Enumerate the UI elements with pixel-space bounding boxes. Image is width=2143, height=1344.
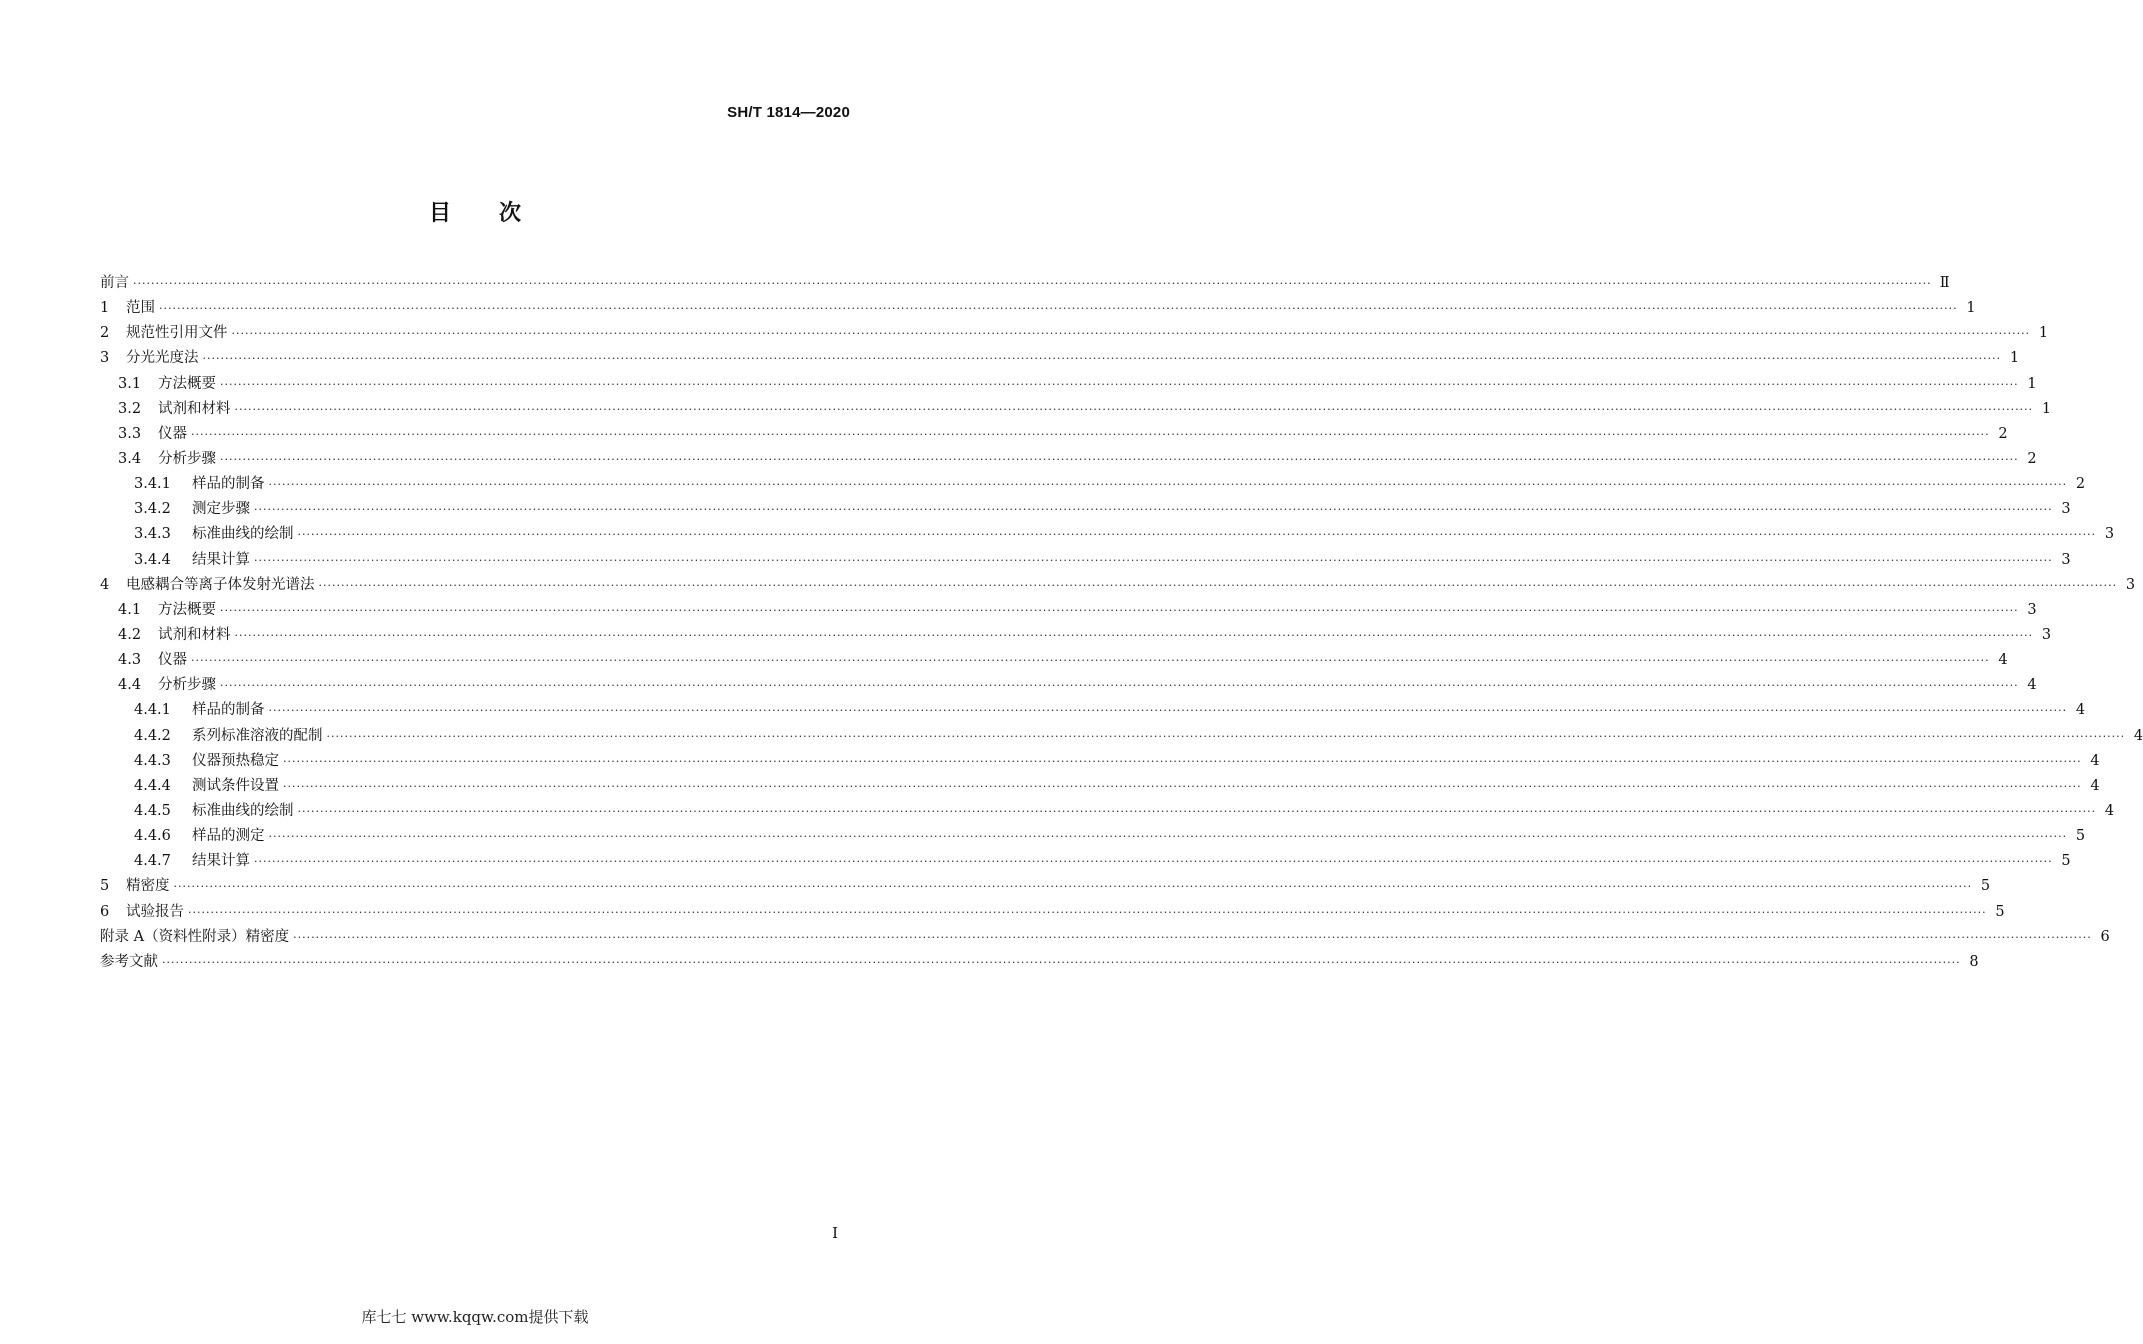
toc-dot-leader: ················································································································································································································································································································································································································ (220, 452, 2019, 466)
toc-dot-leader: ················································································································································································································································································································································································································ (220, 603, 2019, 617)
toc-entry-page: 4 (2027, 677, 2037, 694)
toc-entry-title: 试剂和材料 (158, 626, 231, 643)
toc-entry[interactable] (100, 472, 2086, 497)
toc-entry-number: 4.4.4 (134, 777, 171, 794)
toc-entry-title: 结果计算 (192, 551, 250, 568)
toc-entry-page: 2 (1998, 425, 2008, 442)
toc-entry-page: 1 (2038, 325, 2049, 342)
toc-entry-title: 测试条件设置 (192, 777, 279, 794)
toc-entry[interactable] (100, 799, 2115, 824)
toc-entry-number: 1 (100, 300, 110, 317)
toc-entry-title: 样品的制备 (192, 476, 265, 493)
toc-entry-number: 4 (100, 576, 110, 593)
toc-entry[interactable] (100, 321, 2049, 346)
toc-entry-page: 4 (2075, 702, 2086, 719)
toc-entry-title: 样品的测定 (192, 828, 265, 845)
toc-dot-leader: ················································································································································································································································································································································································································ (268, 478, 2068, 492)
toc-entry[interactable] (100, 874, 1991, 899)
toc-entry[interactable] (100, 548, 2071, 573)
toc-dot-leader: ················································································································································································································································································································································································································ (293, 930, 2092, 944)
toc-dot-leader: ················································································································································································································································································································································································································ (191, 427, 1990, 441)
page-number: Ⅰ (832, 1224, 838, 1242)
toc-entry-page: 3 (2061, 501, 2071, 518)
toc-entry-title: 分析步骤 (158, 450, 216, 467)
toc-entry-number: 4.4.3 (134, 752, 171, 769)
toc-entry-page: 5 (1995, 903, 2005, 920)
toc-entry-title: 分光光度法 (126, 350, 199, 367)
toc-entry[interactable] (100, 397, 2052, 422)
toc-entry-title: 精密度 (126, 878, 170, 895)
toc-entry-number: 3.4.4 (134, 551, 171, 568)
toc-entry-number: 4.1 (118, 601, 142, 618)
toc-entry-title: 规范性引用文件 (126, 325, 228, 342)
toc-entry-number: 3.4 (118, 450, 142, 467)
toc-entry-number: 4.4.1 (134, 702, 171, 719)
toc-entry-title: 仪器预热稳定 (192, 752, 279, 769)
toc-entry-title: 前言 (100, 275, 129, 291)
toc-dot-leader: ················································································································································································································································································································································································································ (188, 905, 1987, 919)
toc-entry-title: 测定步骤 (192, 501, 250, 518)
toc-entry-page: 1 (1966, 300, 1976, 317)
toc-dot-leader: ················································································································································································································································································································································································································ (283, 754, 2082, 768)
toc-entry-title: 结果计算 (192, 853, 250, 870)
toc-dot-leader: ················································································································································································································································································································································································································ (231, 327, 2031, 341)
toc-entry-number: 6 (100, 903, 110, 920)
toc-dot-leader: ················································································································································································································································································································································································································ (268, 830, 2068, 844)
toc-entry-page: 5 (1980, 878, 1991, 895)
toc-entry[interactable] (100, 749, 2100, 774)
toc-entry-title: 附录 A（资料性附录）精密度 (100, 928, 290, 945)
toc-entry[interactable] (100, 296, 1976, 321)
toc-entry-page: 3 (2061, 551, 2071, 568)
toc-entry-page: 4 (2133, 727, 2143, 744)
toc-entry-number: 4.3 (118, 652, 142, 669)
toc-entry[interactable] (100, 271, 1950, 296)
toc-entry-number: 3.1 (118, 375, 142, 392)
toc-entry-page: 3 (2027, 601, 2037, 618)
toc-entry[interactable] (100, 522, 2115, 547)
toc-entry-page: 4 (2090, 752, 2100, 769)
toc-dot-leader: ················································································································································································································································································································································································································ (283, 779, 2082, 793)
toc-entry[interactable] (100, 849, 2071, 874)
toc-entry-title: 参考文献 (100, 953, 158, 970)
toc-dot-leader: ················································································································································································································································································································································································································ (202, 352, 2002, 366)
toc-entry-title: 分析步骤 (158, 677, 216, 694)
toc-entry-title: 系列标准溶液的配制 (192, 727, 323, 744)
toc-entry-number: 4.2 (118, 626, 142, 643)
toc-entry-number: 3.4.2 (134, 501, 171, 518)
toc-entry-title: 试剂和材料 (158, 400, 231, 417)
toc-entry-title: 方法概要 (158, 375, 216, 392)
toc-entry[interactable] (100, 497, 2071, 522)
toc-entry-number: 4.4.7 (134, 853, 171, 870)
toc-entry-number: 4.4 (118, 677, 142, 694)
toc-dot-leader: ················································································································································································································································································································································································································ (133, 277, 1932, 290)
toc-entry[interactable] (100, 598, 2037, 623)
toc-entry[interactable] (100, 724, 2143, 749)
toc-entry-page: 5 (2061, 853, 2071, 870)
toc-entry-number: 3.2 (118, 400, 142, 417)
toc-entry-number: 2 (100, 325, 110, 342)
toc-entry-title: 样品的制备 (192, 702, 265, 719)
toc-dot-leader: ················································································································································································································································································································································································································ (254, 553, 2053, 567)
toc-entry[interactable] (100, 422, 2008, 447)
toc-entry-number: 3.4.1 (134, 476, 171, 493)
toc-entry-number: 4.4.2 (134, 727, 171, 744)
toc-entry[interactable] (100, 623, 2052, 648)
toc-entry[interactable] (100, 900, 2005, 925)
toc-entry-title: 范围 (126, 300, 155, 317)
toc-dot-leader: ················································································································································································································································································································································································································ (162, 955, 1961, 969)
toc-entry[interactable] (100, 925, 2110, 950)
toc-dot-leader: ················································································································································································································································································································································································································ (173, 880, 1973, 894)
toc-entry-page: 4 (2104, 802, 2115, 819)
toc-entry-title: 仪器 (158, 425, 187, 442)
toc-dot-leader: ················································································································································································································································································································································································································ (220, 377, 2019, 391)
toc-entry[interactable] (100, 774, 2100, 799)
toc-entry-page: 1 (2009, 350, 2020, 367)
toc-entry[interactable] (100, 573, 2136, 598)
standard-code: SH/T 1814—2020 (727, 104, 850, 121)
toc-entry-page: 4 (2090, 777, 2100, 794)
toc-entry-page: 5 (2075, 828, 2086, 845)
toc-entry-page: 8 (1969, 953, 1979, 970)
toc-entry-page: Ⅱ (1939, 275, 1950, 291)
toc-entry-title: 方法概要 (158, 601, 216, 618)
toc-entry-page: 3 (2104, 526, 2115, 543)
table-of-contents (100, 271, 2143, 975)
toc-entry[interactable] (100, 698, 2086, 723)
toc-dot-leader: ················································································································································································································································································································································································································ (159, 302, 1958, 316)
toc-entry-title: 电感耦合等离子体发射光谱法 (126, 576, 315, 593)
toc-entry-number: 3 (100, 350, 110, 367)
toc-dot-leader: ················································································································································································································································································································································································································ (234, 402, 2034, 416)
download-watermark: 库七七 www.kqqw.com提供下载 (361, 1308, 589, 1326)
toc-entry[interactable] (100, 346, 2020, 371)
toc-entry-page: 4 (1998, 652, 2008, 669)
toc-entry-number: 3.4.3 (134, 526, 171, 543)
toc-entry-title: 标准曲线的绘制 (192, 802, 294, 819)
toc-dot-leader: ················································································································································································································································································································································································································ (254, 855, 2053, 869)
toc-dot-leader: ················································································································································································································································································································································································································ (191, 654, 1990, 668)
page-title: 目次 (428, 201, 569, 226)
toc-dot-leader: ················································································································································································································································································································································································································ (297, 528, 2097, 542)
toc-entry-page: 1 (2027, 375, 2037, 392)
toc-entry-number: 3.3 (118, 425, 142, 442)
toc-dot-leader: ················································································································································································································································································································································································································ (326, 729, 2126, 743)
toc-entry[interactable] (100, 950, 1979, 975)
toc-entry-page: 2 (2027, 450, 2037, 467)
toc-entry-page: 3 (2041, 626, 2052, 643)
toc-entry-page: 6 (2100, 928, 2110, 945)
toc-entry[interactable] (100, 447, 2037, 472)
toc-entry-title: 仪器 (158, 652, 187, 669)
toc-entry-page: 1 (2041, 400, 2052, 417)
toc-entry-title: 标准曲线的绘制 (192, 526, 294, 543)
toc-entry[interactable] (100, 673, 2037, 698)
toc-entry-title: 试验报告 (126, 903, 184, 920)
toc-entry-page: 3 (2125, 576, 2136, 593)
toc-entry[interactable] (100, 648, 2008, 673)
toc-entry-number: 4.4.6 (134, 828, 171, 845)
toc-dot-leader: ················································································································································································································································································································································································································ (254, 503, 2053, 517)
toc-entry-number: 5 (100, 878, 110, 895)
toc-entry-page: 2 (2075, 476, 2086, 493)
toc-dot-leader: ················································································································································································································································································································································································································ (318, 578, 2118, 592)
toc-entry[interactable] (100, 372, 2037, 397)
toc-dot-leader: ················································································································································································································································································································································································································ (220, 679, 2019, 693)
toc-dot-leader: ················································································································································································································································································································································································································ (268, 704, 2068, 718)
toc-dot-leader: ················································································································································································································································································································································································································ (234, 628, 2034, 642)
toc-entry[interactable] (100, 824, 2086, 849)
toc-entry-number: 4.4.5 (134, 802, 171, 819)
toc-dot-leader: ················································································································································································································································································································································································································ (297, 804, 2097, 818)
